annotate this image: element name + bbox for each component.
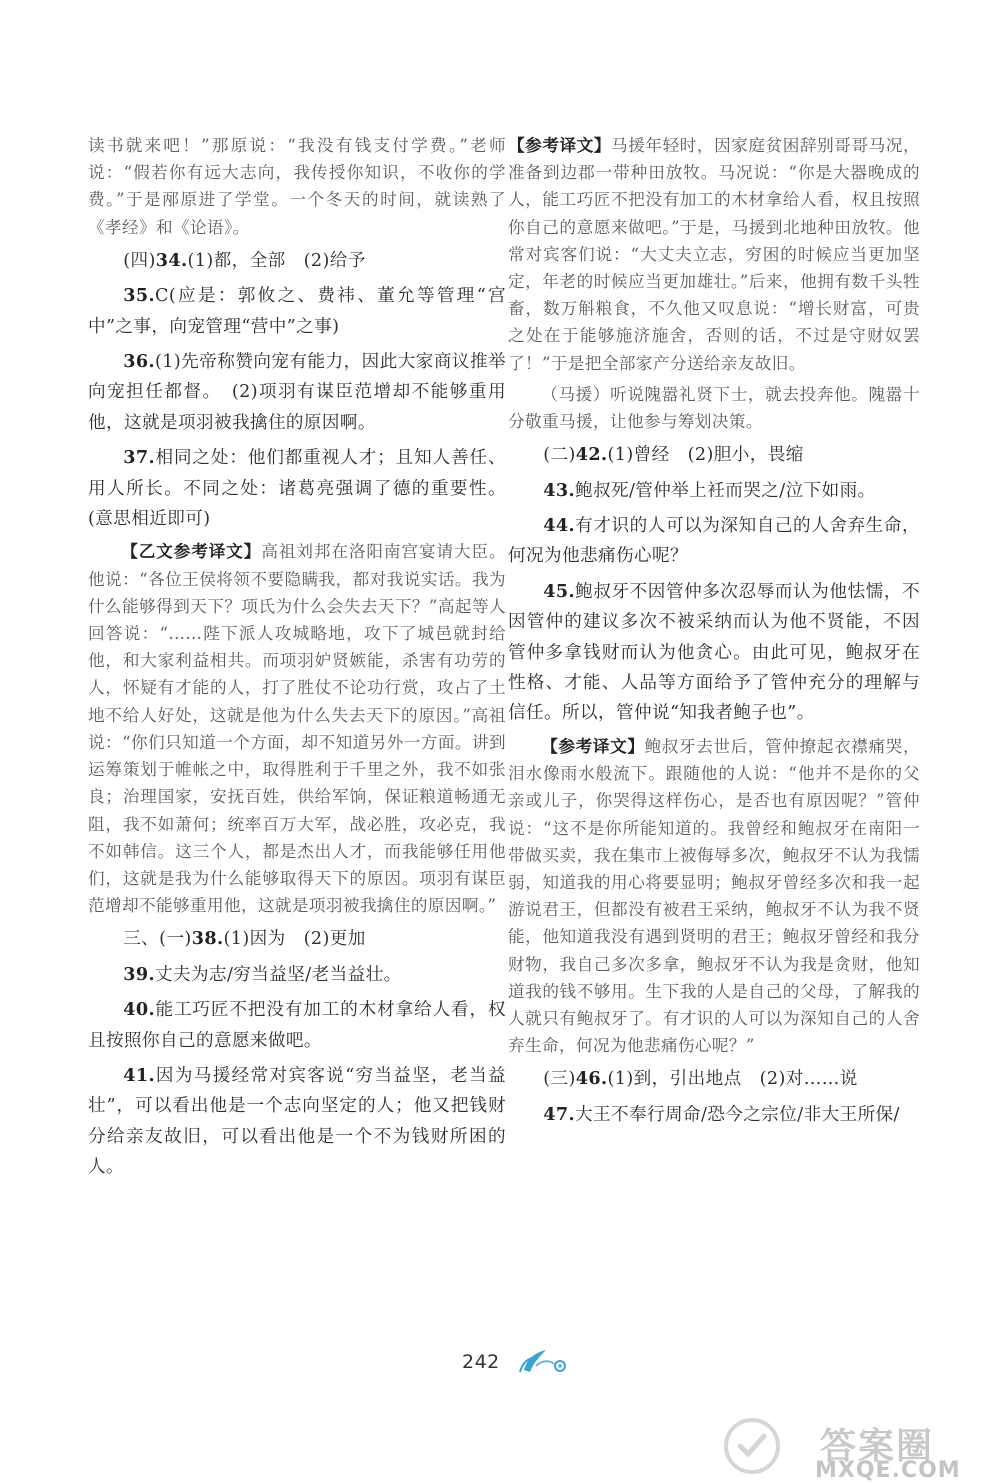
question-number: 44. [543,515,575,537]
question-number: 36. [123,351,155,373]
question-number: 37. [123,447,155,469]
answer-item [508,511,920,572]
translation-paragraph [88,538,506,919]
question-number: 47. [543,1103,575,1125]
right-column [508,132,920,1130]
watermark-url: MXQE.COM [815,1458,961,1483]
answer-item [88,281,506,342]
paragraph-text: 大王不奉行周命/恐今之宗位/非大王所保/ [575,1104,900,1125]
question-number: 35. [123,285,155,307]
paragraph-text: 丈夫为志/穷当益坚/老当益壮。 [155,964,402,985]
watermark-text: 答案圈 [820,1426,935,1467]
paragraph-text: 鲍叔死/管仲举上衽而哭之/泣下如雨。 [575,480,876,501]
translation-heading: 【参考译文】 [508,135,612,155]
answer-item [508,1064,920,1094]
paragraph-text: （马援）听说隗嚣礼贤下士，就去投奔他。隗嚣十分敬重马援，让他参与筹划决策。 [508,384,920,432]
section-label: 三、(一) [123,929,192,950]
paragraph-text: (1)都，全部 (2)给予 [187,250,366,271]
paragraph-text: C(应是：郭攸之、费祎、董允等管理“宫中”之事，向宠管理“营中”之事) [88,286,506,337]
answer-item [88,1061,506,1183]
section-label: (四) [123,250,156,271]
question-number: 34. [155,249,188,271]
question-number: 40. [123,999,155,1021]
answer-item [508,440,920,470]
question-number: 38. [191,928,224,950]
answer-item [88,246,506,276]
translation-paragraph [508,733,920,1059]
question-number: 46. [575,1068,608,1090]
left-column [88,132,506,1183]
paragraph-text: 读书就来吧！”那原说：“我没有钱支付学费。”老师说：“假若你有远大志向，我传授你知识，不收你的学费。”于是邴原进了学堂。一个冬天的时间，就读熟了《孝经》和《论语》。 [88,136,506,237]
paragraph-text: (1)先帝称赞向宠有能力，因此大家商议推举向宠担任都督。 (2)项羽有谋臣范增却不能够重用他，这就是项羽被我擒住的原因啊。 [88,352,506,433]
answer-item [508,577,920,729]
paragraph-text: 有才识的人可以为深知自己的人舍弃生命，何况为他悲痛伤心呢？ [508,516,920,567]
answer-item [508,1100,920,1130]
paragraph-text: 因为马援经常对宾客说“穷当益坚，老当益壮”，可以看出他是一个志向坚定的人；他又把钱财分给亲友故旧，可以看出他是一个不为钱财所困的人。 [88,1065,506,1178]
question-number: 43. [543,479,575,501]
paragraph-text: (1)因为 (2)更加 [223,929,366,950]
answer-item [88,995,506,1056]
answer-item [508,476,920,506]
leaf-swirl-icon [516,1346,568,1376]
answer-item [88,443,506,534]
translation-heading: 【参考译文】 [541,735,645,756]
question-number: 42. [575,444,608,466]
paragraph-text: 能工巧匠不把没有加工的木材拿给人看，权且按照你自己的意愿来做吧。 [88,1000,506,1051]
answer-item [88,960,506,990]
question-number: 41. [123,1064,155,1086]
question-number: 45. [543,580,575,602]
translation-paragraph [508,132,920,377]
section-label: (二) [543,445,576,466]
paragraph-text: 鲍叔牙不因管仲多次忍辱而认为他怯懦，不因管仲的建议多次不被采纳而认为他不贤能，不因管仲多拿钱财而认为他贪心。由此可见，鲍叔牙在性格、才能、人品等方面给予了管仲充分的理解与信任。所以，管仲说“知我者鲍子也”。 [508,581,920,724]
translation-paragraph [88,132,506,241]
answer-item [88,924,506,954]
paragraph-text: 相同之处：他们都重视人才；且知人善任、用人所长。不同之处：诸葛亮强调了德的重要性。(意思相近即可) [88,448,506,530]
answer-item [88,347,506,438]
paragraph-text: 高祖刘邦在洛阳南宫宴请大臣。他说：“各位王侯将领不要隐瞒我，都对我说实话。我为什么能够得到天下？项氏为什么会失去天下？”高起等人回答说：“……陛下派人攻城略地，攻下了城邑就封给他，和大家利益相共。而项羽妒贤嫉能，杀害有功劳的人，怀疑有才能的人，打了胜仗不论功行赏，攻占了土地不给人好处，这就是他为什么失去天下的原因。”高祖说：“你们只知道一个方面，却不知道另外一方面。讲到运筹策划于帷帐之中，取得胜利于千里之外，我不如张良；治理国家，安抚百姓，供给军饷，保证粮道畅通无阻，我不如萧何；统率百万大军，战必胜，攻必克，我不如韩信。这三个人，都是杰出人才，而我能够任用他们，这就是我为什么能够取得天下的原因。项羽有谋臣范增却不能够重用他，这就是项羽被我擒住的原因啊。” [88,542,506,916]
paragraph-text: 马援年轻时，因家庭贫困辞别哥哥马况，准备到边郡一带种田放牧。马况说：“你是大器晚成的人，能工巧匠不把没有加工的木材拿给人看，权且按照你自己的意愿来做吧。”于是，马援到北地种田放牧。他常对宾客们说：“大丈夫立志，穷困的时候应当更加坚定，年老的时候应当更加雄壮。”后来，他拥有数千头牲畜，数万斛粮食，不久他又叹息说：“增长财富，可贵之处在于能够施济施舍，否则的话，不过是守财奴罢了！”于是把全部家产分送给亲友故旧。 [508,136,920,373]
translation-paragraph [508,381,920,435]
paragraph-text: (1)到，引出地点 (2)对……说 [607,1069,858,1090]
paragraph-text: 鲍叔牙去世后，管仲撩起衣襟痛哭，泪水像雨水般流下。跟随他的人说：“他并不是你的父亲或儿子，你哭得这样伤心，是否也有原因呢？”管仲说：“这不是你所能知道的。我曾经和鲍叔牙在南阳一带做买卖，我在集市上被侮辱多次，鲍叔牙不认为我懦弱，知道我的用心将要显明；鲍叔牙曾经多次和我一起游说君王，但都没有被君王采纳，鲍叔牙不认为我不贤能，他知道我没有遇到贤明的君王；鲍叔牙曾经和我分财物，我自己多次多拿，鲍叔牙不认为我是贪财，他知道我的钱不够用。生下我的人是自己的父母，了解我的人就只有鲍叔牙了。有才识的人可以为深知自己的人舍弃生命，何况为他悲痛伤心呢？” [508,736,920,1056]
translation-heading: 【乙文参考译文】 [121,541,262,562]
paragraph-text: (1)曾经 (2)胆小，畏缩 [607,445,804,466]
page-number: 242 [462,1351,500,1373]
question-number: 39. [123,963,155,985]
section-label: (三) [543,1069,576,1090]
